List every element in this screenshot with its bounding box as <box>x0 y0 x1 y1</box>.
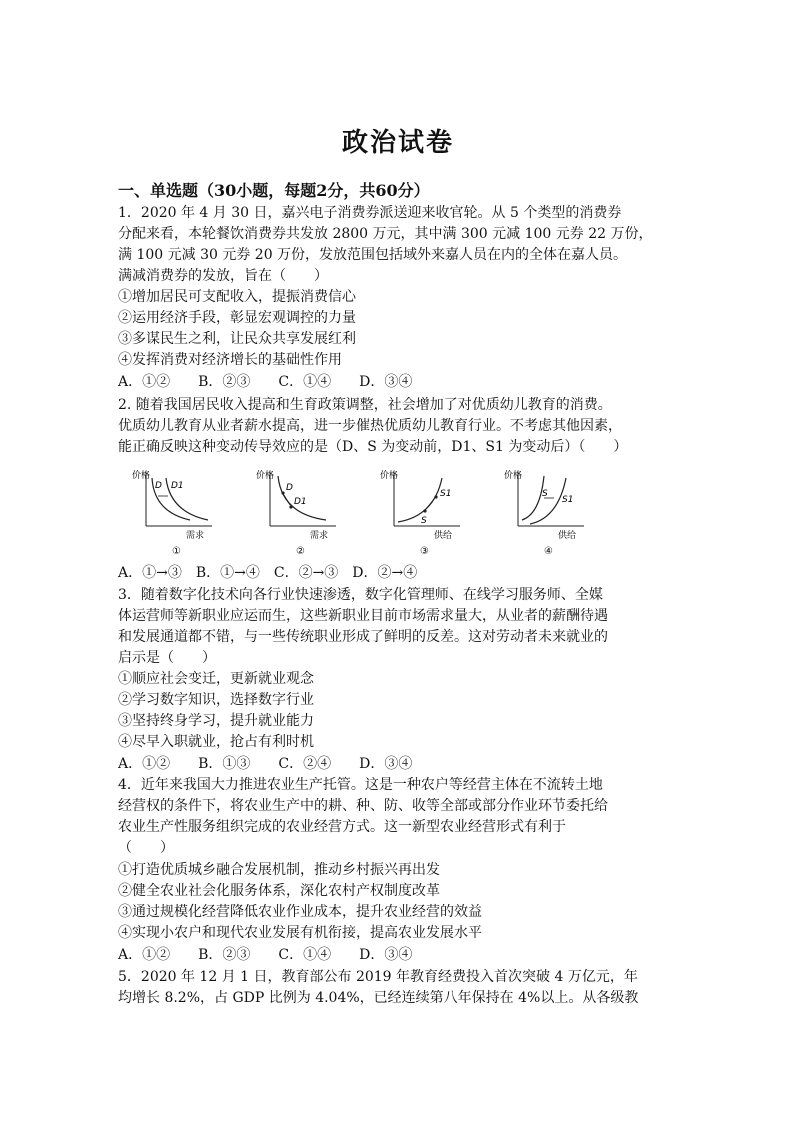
graph-curve-label: S <box>421 516 427 526</box>
graph-curve-label: D <box>286 483 293 493</box>
q3-statement: ③坚持终身学习，提升就业能力 <box>118 713 314 729</box>
q1-statement: ④发挥消费对经济增长的基础性作用 <box>118 352 342 368</box>
q2-graph-1 <box>128 466 218 558</box>
q2-line: 优质幼儿教育从业者薪水提高，进一步催热优质幼儿教育行业。不考虑其他因素， <box>118 418 622 434</box>
q2-graphs <box>128 466 688 558</box>
q4-line: 农业生产性服务组织完成的农业经营方式。这一新型农业经营形式有利于 <box>118 819 566 835</box>
q1-line: 满 100 元减 30 元券 20 万份，发放范围包括域外来嘉人员在内的全体在嘉人员。 <box>118 247 628 263</box>
q4-statement: ②健全农业社会化服务体系，深化农村产权制度改革 <box>118 883 440 899</box>
q5-line: 5．2020 年 12 月 1 日，教育部公布 2019 年教育经费投入首次突破 4 万亿元，年 <box>118 969 638 985</box>
graph-curve-label: D1 <box>171 481 184 491</box>
graph-curve-label: S1 <box>440 489 452 499</box>
q2-line: 能正确反映这种变动传导效应的是（D、S 为变动前，D1、S1 为变动后）（ ） <box>118 439 628 455</box>
graph-ylabel: 价格 <box>132 471 151 481</box>
graph-curve-label: D1 <box>294 497 307 507</box>
q4-line: 4．近年来我国大力推进农业生产托管。这是一种农户等经营主体在不流转土地 <box>118 777 603 793</box>
graph-number: ② <box>296 546 305 557</box>
q4-statement: ④实现小农户和现代农业发展有机衔接，提高农业发展水平 <box>118 925 482 941</box>
graph-number: ③ <box>420 546 429 557</box>
graph-number: ① <box>172 546 181 557</box>
q2-graph-4 <box>500 466 590 558</box>
graph-curve-label: S <box>542 489 548 499</box>
graph-xlabel: 供给 <box>558 531 577 541</box>
q3-statement: ②学习数字知识，选择数字行业 <box>118 692 314 708</box>
q1-statement: ②运用经济手段，彰显宏观调控的力量 <box>118 310 356 326</box>
q3-options: A．①② B．①③ C．②④ D．③④ <box>118 756 413 772</box>
graph-ylabel: 价格 <box>504 471 523 481</box>
q2-line: 2. 随着我国居民收入提高和生育政策调整，社会增加了对优质幼儿教育的消费。 <box>118 397 612 413</box>
q1-line: 分配来看，本轮餐饮消费券共发放 2800 万元，其中满 300 元减 100 元券 22 万份， <box>118 226 653 242</box>
q3-statement: ①顺应社会变迁，更新就业观念 <box>118 671 314 687</box>
q3-line: 启示是（ ） <box>118 650 216 666</box>
q5-line: 均增长 8.2%，占 GDP 比例为 4.04%，已经连续第八年保持在 4%以上。从各级教 <box>118 990 639 1006</box>
graph-xlabel: 需求 <box>186 531 205 541</box>
page-title: 政治试卷 <box>341 128 454 158</box>
q3-line: 和发展通道都不错，与一些传统职业形成了鲜明的反差。这对劳动者未来就业的 <box>118 629 608 645</box>
q1-options: A．①② B．②③ C．①④ D．③④ <box>118 374 413 390</box>
q4-statement: ①打造优质城乡融合发展机制，推动乡村振兴再出发 <box>118 862 440 878</box>
q4-line: 经营权的条件下，将农业生产中的耕、种、防、收等全部或部分作业环节委托给 <box>118 798 608 814</box>
q3-line: 体运营师等新职业应运而生，这些新职业目前市场需求量大，从业者的薪酬待遇 <box>118 608 608 624</box>
graph-number: ④ <box>544 546 553 557</box>
q1-statement: ③多谋民生之利，让民众共享发展红利 <box>118 331 356 347</box>
q4-statement: ③通过规模化经营降低农业作业成本，提升农业经营的效益 <box>118 904 482 920</box>
graph-ylabel: 价格 <box>380 471 399 481</box>
q1-line: 满减消费券的发放，旨在（ ） <box>118 268 328 284</box>
q4-line: （ ） <box>118 840 174 856</box>
q2-graph-3 <box>376 466 466 558</box>
graph-xlabel: 供给 <box>434 531 453 541</box>
q2-options: A．①→③ B．①→④ C．②→③ D．②→④ <box>118 565 418 581</box>
graph-curve-label: D <box>155 481 162 491</box>
q1-statement: ①增加居民可支配收入，提振消费信心 <box>118 289 356 305</box>
q2-graph-2 <box>252 466 342 558</box>
q4-options: A．①② B．②③ C．①④ D．③④ <box>118 947 413 963</box>
q3-statement: ④尽早入职就业，抢占有利时机 <box>118 734 314 750</box>
q3-line: 3．随着数字化技术向各行业快速渗透，数字化管理师、在线学习服务师、全媒 <box>118 587 603 603</box>
section-heading: 一、单选题（30小题，每题2分，共60分） <box>118 181 430 200</box>
graph-curve-label: S1 <box>562 495 574 505</box>
graph-xlabel: 需求 <box>310 531 329 541</box>
q1-line: 1．2020 年 4 月 30 日，嘉兴电子消费券派送迎来收官轮。从 5 个类型的消费券 <box>118 205 622 221</box>
graph-ylabel: 价格 <box>256 471 275 481</box>
